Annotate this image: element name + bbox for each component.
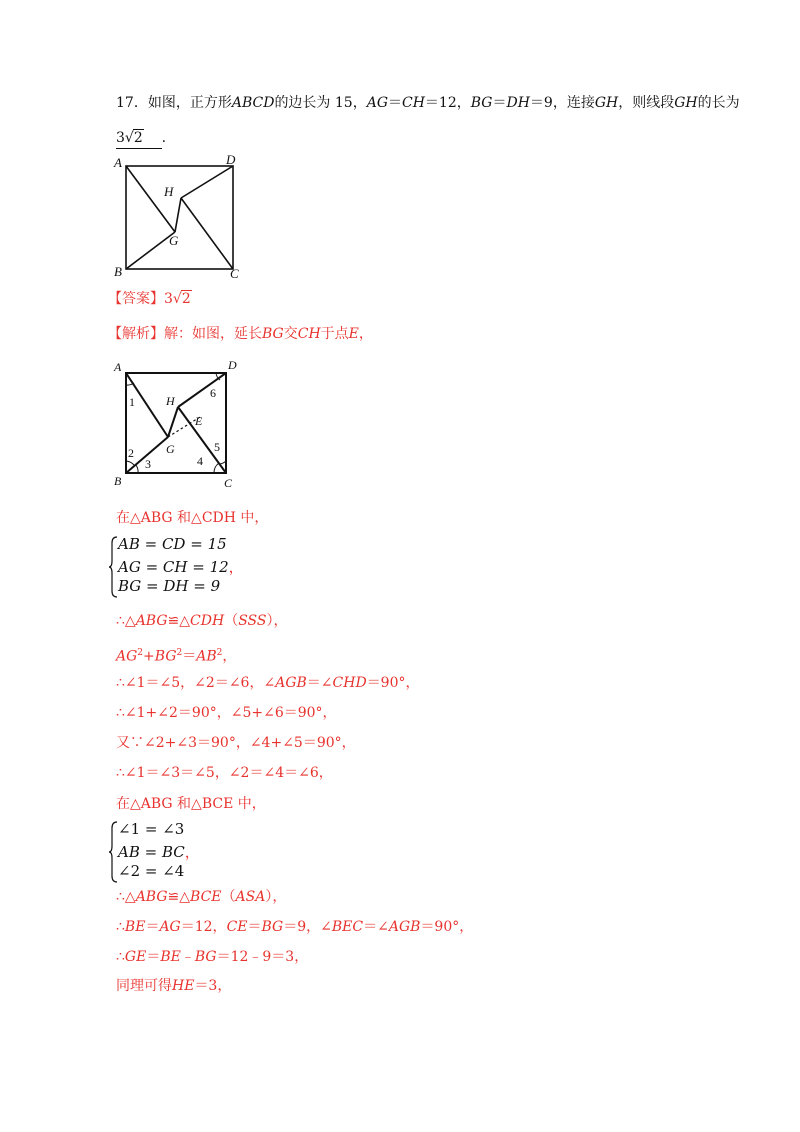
var-ch: CH (297, 326, 321, 342)
angle-label-2: 2 (128, 446, 134, 460)
step-text: ＝∠ (363, 919, 389, 935)
step-text: （ (224, 613, 239, 629)
segment-ch (181, 198, 233, 269)
step-8: 在△ABG 和△BCE 中， (116, 796, 266, 812)
problem-line-1 (116, 93, 740, 113)
var-text: BCE (190, 889, 222, 905)
answer-blank (116, 128, 162, 149)
step-text: ＝9，∠ (283, 919, 332, 935)
step-text: ＝∠ (306, 675, 333, 691)
step-text: （ (221, 889, 236, 905)
problem-text: ＝12， (424, 95, 471, 111)
equation-system-1 (108, 535, 308, 599)
sqrt-symbol: √2 (124, 130, 143, 146)
segment-dh (181, 166, 233, 198)
angle-arc-2 (126, 461, 134, 465)
figure-square-2 (108, 355, 248, 489)
equation-row: ∠1 = ∠3 (118, 820, 185, 838)
var-text: BE (124, 919, 146, 935)
analysis-text: 解：如图，延长 (164, 326, 262, 342)
step-text: ）， (266, 613, 288, 629)
var-dh: DH (506, 95, 530, 111)
angle-label-4: 4 (197, 454, 203, 468)
label-g: G (169, 233, 179, 248)
step-text: ＝12， (180, 919, 227, 935)
comma: ， (184, 843, 200, 861)
var-abcd: ABCD (231, 95, 275, 111)
step-text: + (143, 648, 155, 665)
equation-row: BG = DH = 9 (118, 577, 221, 595)
analysis-text: ， (358, 326, 373, 342)
var-gh: GH (594, 95, 619, 111)
step-text: ＝90°， (366, 675, 420, 691)
sqrt-symbol: √2 (172, 291, 191, 307)
var-text: AB (196, 648, 217, 665)
problem-number: 17． (116, 95, 148, 111)
label-h: H (166, 394, 175, 408)
problem-text: 的长为 (697, 95, 740, 111)
step-1: 在△ABG 和△CDH 中， (116, 510, 269, 526)
step-text: ∴△ (116, 613, 136, 629)
var-text: AG (159, 919, 181, 935)
angle-label-3: 3 (145, 457, 151, 471)
step-7: ∴∠1＝∠3＝∠5，∠2＝∠4＝∠6， (116, 765, 333, 781)
var-text: CHD (332, 675, 367, 691)
label-d: D (226, 152, 236, 167)
angle-label-5: 5 (214, 440, 220, 454)
problem-text: 如图，正方形 (147, 95, 232, 111)
var-text: AG (116, 648, 138, 665)
var-text: ASA (235, 889, 266, 905)
brace-icon (108, 820, 118, 884)
step-text: ∴ (116, 949, 125, 965)
var-text: BG (261, 919, 284, 935)
label-c: C (224, 476, 233, 489)
step-text: ＝3， (194, 978, 232, 994)
var-text: AGB (275, 675, 307, 691)
exponent: 2 (216, 648, 223, 658)
step-4 (116, 673, 420, 693)
step-text: ≌△ (167, 889, 191, 905)
var-text: GE (124, 949, 147, 965)
label-h: H (164, 184, 174, 199)
label-b: B (114, 264, 122, 279)
var-text: BG (154, 648, 177, 665)
equation-row: ∠2 = ∠4 (118, 862, 185, 880)
analysis-text: 交 (283, 326, 298, 342)
answer-line (108, 289, 192, 309)
step-2 (116, 611, 287, 631)
step-9 (116, 887, 286, 907)
answer-coef: 3 (164, 291, 173, 307)
radicand: 2 (133, 130, 143, 146)
step-12 (116, 976, 231, 996)
problem-text: 的边长为 15， (274, 95, 367, 111)
answer-coef: 3 (116, 130, 125, 146)
var-text: ABG (135, 613, 168, 629)
step-3 (116, 643, 236, 667)
analysis-line (108, 324, 373, 344)
step-text: ＝ (182, 648, 197, 665)
step-text: ≌△ (167, 613, 191, 629)
equation-system-2 (108, 820, 308, 884)
angle-label-1: 1 (129, 395, 135, 409)
label-c: C (230, 266, 239, 281)
step-text: ＝ (247, 919, 262, 935)
var-text: AGB (388, 919, 421, 935)
step-6: 又∵∠2+∠3＝90°，∠4+∠5＝90°， (116, 735, 356, 751)
label-b: B (114, 474, 122, 488)
step-text: ＝12﹣9＝3， (216, 949, 309, 965)
step-text: ∴ (116, 919, 125, 935)
step-text: ＝90°， (420, 919, 474, 935)
analysis-text: 于点 (320, 326, 349, 342)
var-ch: CH (402, 95, 425, 111)
step-text: ﹣ (180, 949, 195, 965)
brace-icon (108, 535, 118, 599)
step-text: ＝ (146, 949, 161, 965)
figure-square-1 (108, 152, 248, 284)
label-a: A (114, 155, 122, 170)
equation-text: AB = BC (118, 843, 185, 861)
segment-gh (168, 407, 178, 437)
exponent: 2 (137, 648, 144, 658)
var-text: CE (226, 919, 248, 935)
answer-tag: 【答案】 (108, 291, 164, 307)
label-a: A (114, 360, 122, 374)
step-11 (116, 947, 308, 967)
step-text: 同理可得 (116, 978, 172, 994)
label-e: E (195, 414, 203, 428)
angle-label-6: 6 (210, 386, 216, 400)
step-text: ＝ (145, 919, 160, 935)
problem-text: ，则线段 (618, 95, 675, 111)
problem-line-2 (116, 128, 166, 149)
var-text: BG (194, 949, 217, 965)
equals: ＝ (492, 95, 507, 111)
step-text: ∴∠1＝∠5，∠2＝∠6，∠ (116, 675, 276, 691)
period: . (161, 130, 167, 146)
step-text: ）， (265, 889, 287, 905)
step-10 (116, 917, 473, 937)
segment-gh (175, 198, 181, 232)
equation-text: AG = CH = 12 (118, 558, 229, 576)
exponent: 2 (176, 648, 183, 658)
var-text: BE (160, 949, 181, 965)
var-text: SSS (238, 613, 267, 629)
var-e: E (348, 326, 359, 342)
problem-text: ＝9，连接 (529, 95, 595, 111)
var-text: BEC (331, 919, 364, 935)
var-text: HE (172, 978, 195, 994)
var-gh: GH (674, 95, 698, 111)
radicand: 2 (181, 291, 191, 307)
var-text: ABG (135, 889, 168, 905)
equation-row (118, 556, 244, 577)
var-ag: AG (366, 95, 388, 111)
angle-arc-4 (214, 463, 219, 473)
var-text: CDH (190, 613, 225, 629)
segment-bg (126, 232, 175, 269)
var-bg: BG (262, 326, 284, 342)
segment-dh (178, 373, 226, 407)
equation-row: AB = CD = 15 (118, 535, 227, 553)
step-text: ， (222, 648, 237, 665)
equation-row (118, 841, 200, 862)
square-outline (126, 166, 233, 269)
var-bg: BG (470, 95, 493, 111)
analysis-tag: 【解析】 (108, 326, 164, 342)
comma: ， (228, 558, 244, 576)
segment-ag (126, 166, 175, 232)
label-g: G (166, 442, 175, 456)
step-text: ∴△ (116, 889, 136, 905)
angle-arc-3 (136, 465, 138, 473)
equals: ＝ (388, 95, 402, 111)
label-d: D (228, 358, 237, 372)
step-5: ∴∠1+∠2＝90°，∠5+∠6＝90°， (116, 705, 337, 721)
